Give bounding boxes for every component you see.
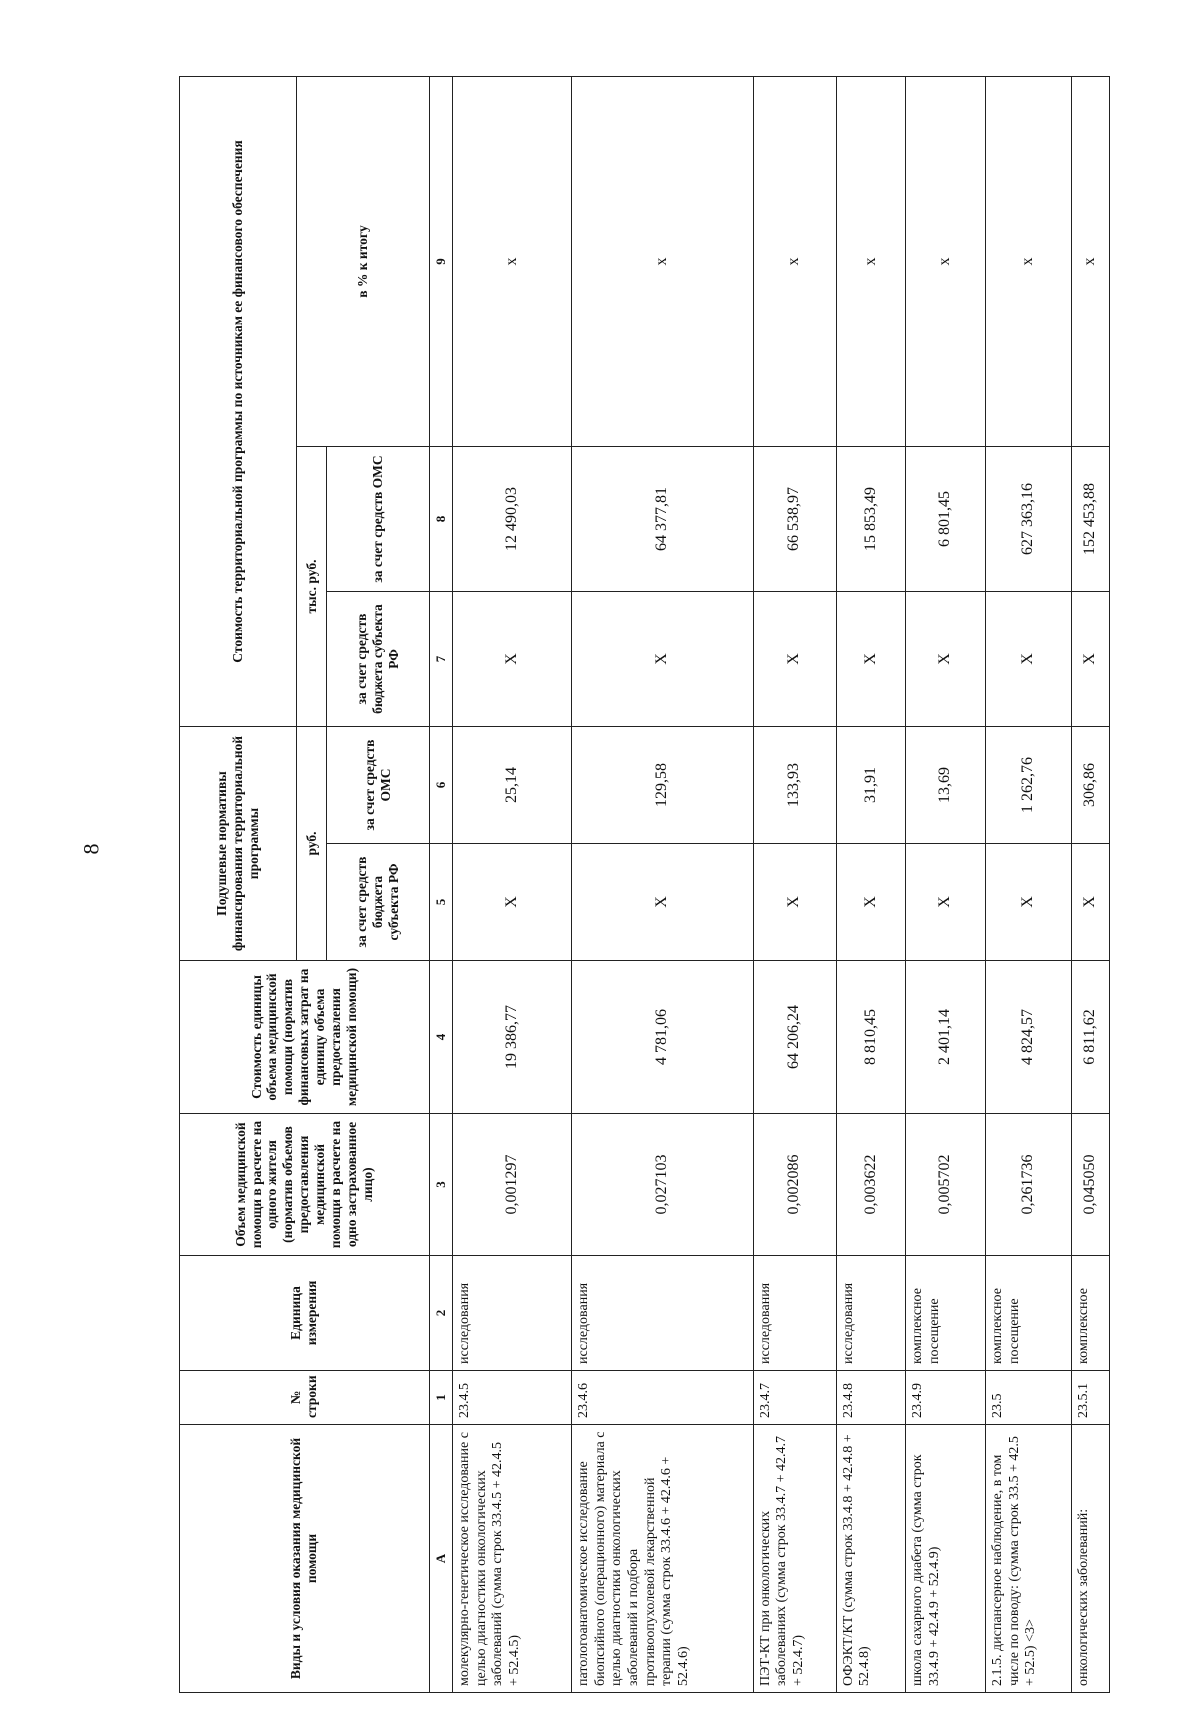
row-oms-norm: 1 262,76 [986,727,1071,844]
col-number: 7 [429,592,452,727]
row-percent: х [1071,76,1109,446]
row-line-number: 23.4.5 [453,1371,572,1425]
row-volume: 0,001297 [453,1114,572,1256]
row-oms-norm: 31,91 [836,727,905,844]
header-col-4: Стоимость единицы объема медицинской помощи (норматив финансовых затрат на единицу объема предоставления медицинской помощи) [180,961,430,1114]
row-unit: исследования [753,1256,836,1371]
header-group-cost: Стоимость территориальной программы по источникам ее финансового обеспечения [180,76,297,726]
col-number: 6 [429,727,452,844]
row-percent: х [986,76,1071,446]
col-number: А [429,1425,452,1693]
financing-table [179,76,1110,1693]
row-unit-cost: 64 206,24 [753,961,836,1114]
col-number: 9 [429,76,452,446]
column-numbers-row [429,76,452,1692]
row-budget-norm: Х [453,844,572,961]
header-col-3: Объем медицинской помощи в расчете на одного жителя (норматив объемов предоставления медицинской помощи в расчете на одно застрахованное лицо) [180,1114,430,1256]
row-percent: х [753,76,836,446]
header-unit-thous: тыс. руб. [297,447,327,727]
table-row [1071,76,1109,1692]
row-unit: комплексное посещение [986,1256,1071,1371]
row-line-number: 23.4.8 [836,1371,905,1425]
row-oms-cost: 152 453,88 [1071,447,1109,592]
header-col-2: Единица измерения [180,1256,430,1371]
row-unit: комплексное посещение [906,1256,986,1371]
row-line-number: 23.4.9 [906,1371,986,1425]
row-unit: комплексное [1071,1256,1109,1371]
row-oms-cost: 6 801,45 [906,447,986,592]
row-budget-norm: Х [986,844,1071,961]
page-number: 8 [78,843,104,855]
row-percent: х [906,76,986,446]
row-volume: 0,005702 [906,1114,986,1256]
row-oms-cost: 66 538,97 [753,447,836,592]
table-row [986,76,1071,1692]
row-unit-cost: 4 824,57 [986,961,1071,1114]
row-budget-cost: Х [986,592,1071,727]
row-line-number: 23.4.7 [753,1371,836,1425]
row-name: патологоанатомическое исследование биопсийного (операционного) материала с целью диагностики онкологических заболеваний и подбора противоопухолевой лекарственной терапии (сумма строк 33.4.6 + 42.4.6 + 52.4.6) [572,1425,753,1693]
row-line-number: 23.4.6 [572,1371,753,1425]
col-number: 2 [429,1256,452,1371]
row-name: ПЭТ-КТ при онкологических заболеваниях (сумма строк 33.4.7 + 42.4.7 + 52.4.7) [753,1425,836,1693]
row-unit: исследования [572,1256,753,1371]
header-col-8: за счет средств ОМС [327,447,429,592]
header-col-1: № строки [180,1371,430,1425]
row-volume: 0,002086 [753,1114,836,1256]
row-oms-norm: 306,86 [1071,727,1109,844]
row-oms-norm: 129,58 [572,727,753,844]
table-row [906,76,986,1692]
col-number: 4 [429,961,452,1114]
row-oms-cost: 64 377,81 [572,447,753,592]
row-volume: 0,045050 [1071,1114,1109,1256]
row-oms-cost: 12 490,03 [453,447,572,592]
table-row [453,76,572,1692]
row-volume: 0,003622 [836,1114,905,1256]
row-unit-cost: 6 811,62 [1071,961,1109,1114]
row-volume: 0,027103 [572,1114,753,1256]
row-budget-cost: Х [572,592,753,727]
row-oms-norm: 25,14 [453,727,572,844]
row-budget-norm: Х [906,844,986,961]
row-percent: х [453,76,572,446]
col-number: 3 [429,1114,452,1256]
row-unit: исследования [453,1256,572,1371]
row-unit-cost: 2 401,14 [906,961,986,1114]
row-unit-cost: 8 810,45 [836,961,905,1114]
header-col-5: за счет средств бюджета субъекта РФ [327,844,429,961]
table-row [836,76,905,1692]
row-oms-norm: 13,69 [906,727,986,844]
row-unit: исследования [836,1256,905,1371]
table-row [572,76,753,1692]
row-budget-norm: Х [572,844,753,961]
col-number: 5 [429,844,452,961]
row-percent: х [572,76,753,446]
row-oms-norm: 133,93 [753,727,836,844]
row-budget-norm: Х [836,844,905,961]
row-name: школа сахарного диабета (сумма строк 33.4.9 + 42.4.9 + 52.4.9) [906,1425,986,1693]
header-col-7: за счет средств бюджета субъекта РФ [327,592,429,727]
row-budget-norm: Х [1071,844,1109,961]
row-volume: 0,261736 [986,1114,1071,1256]
row-oms-cost: 15 853,49 [836,447,905,592]
row-unit-cost: 4 781,06 [572,961,753,1114]
row-budget-cost: Х [1071,592,1109,727]
row-budget-cost: Х [453,592,572,727]
row-line-number: 23.5.1 [1071,1371,1109,1425]
col-number: 1 [429,1371,452,1425]
col-number: 8 [429,447,452,592]
row-oms-cost: 627 363,16 [986,447,1071,592]
row-name: 2.1.5. диспансерное наблюдение, в том числе по поводу: (сумма строк 33.5 + 42.5 + 52.5) <3> [986,1425,1071,1693]
row-name: ОФЭКТ/КТ (сумма строк 33.4.8 + 42.4.8 + 52.4.8) [836,1425,905,1693]
table-row [753,76,836,1692]
header-col-a: Виды и условия оказания медицинской помощи [180,1425,430,1693]
row-percent: х [836,76,905,446]
header-unit-rub: руб. [297,727,327,961]
row-budget-cost: Х [753,592,836,727]
header-col-6: за счет средств ОМС [327,727,429,844]
header-col-9: в % к итогу [297,76,429,446]
row-name: молекулярно-генетическое исследование с целью диагностики онкологических заболеваний (сумма строк 33.4.5 + 42.4.5 + 52.4.5) [453,1425,572,1693]
row-unit-cost: 19 386,77 [453,961,572,1114]
rotated-table-wrapper [179,77,1110,1693]
row-budget-cost: Х [836,592,905,727]
row-name: онкологических заболеваний: [1071,1425,1109,1693]
row-budget-norm: Х [753,844,836,961]
row-budget-cost: Х [906,592,986,727]
header-group-norm: Подушевые нормативы финансирования территориальной программы [180,727,297,961]
row-line-number: 23.5 [986,1371,1071,1425]
